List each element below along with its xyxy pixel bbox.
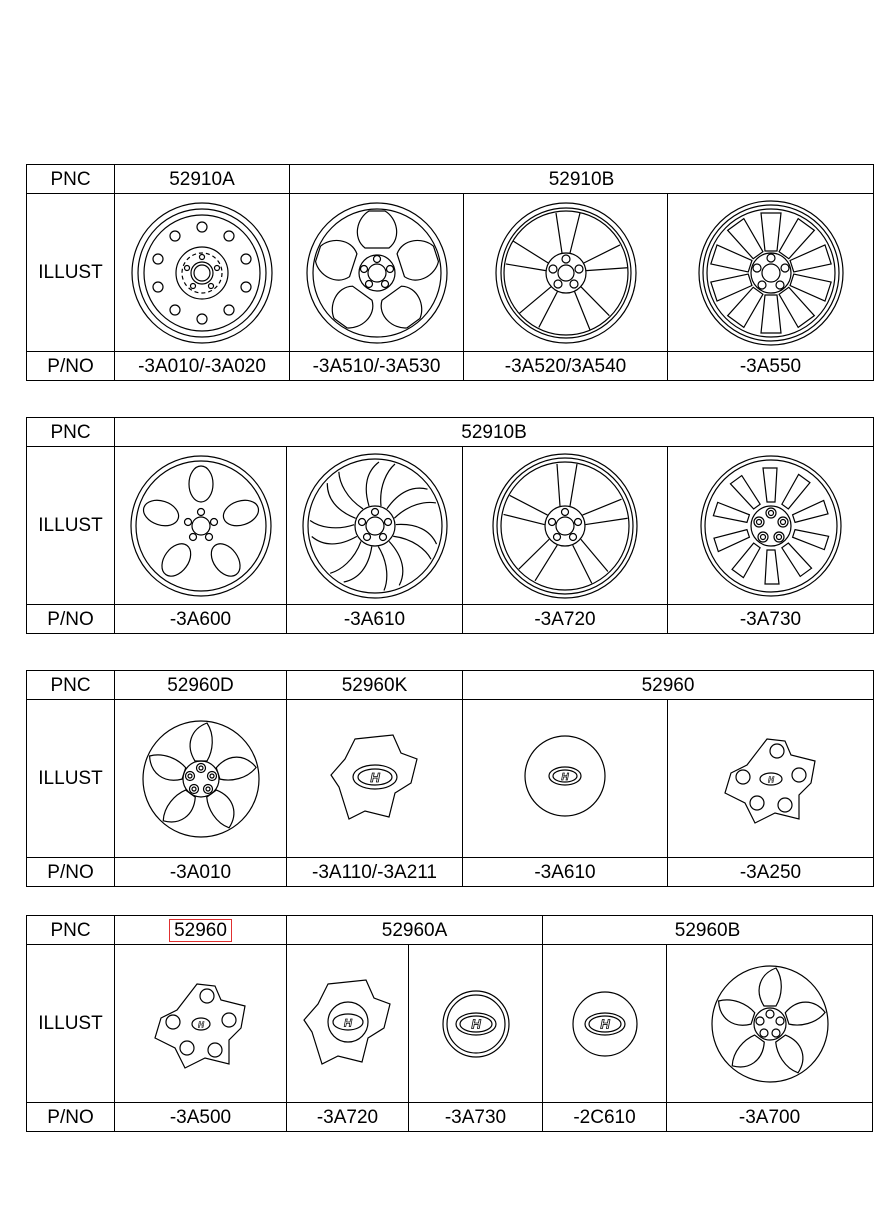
svg-text:H: H [369, 769, 380, 785]
pno-cell: -2C610 [543, 1103, 667, 1132]
parts-table-2 [26, 417, 874, 634]
pnc-label: PNC [27, 418, 115, 447]
hub-cap-round-icon [550, 969, 660, 1079]
selected-pnc-highlight[interactable]: 52960 [169, 919, 232, 942]
svg-text:H: H [197, 1020, 204, 1029]
pno-cell: -3A010/-3A020 [115, 352, 290, 381]
pno-label: P/NO [27, 858, 115, 887]
alloy-5-spoke-wheel-icon [302, 198, 452, 348]
wheel-cover-icon [695, 949, 845, 1099]
illust-cell [287, 447, 463, 605]
pno-cell: -3A550 [668, 352, 874, 381]
illust-cell [287, 700, 463, 858]
hub-cap-star-icon [300, 704, 450, 854]
parts-table-4 [26, 915, 873, 1132]
illust-label: ILLUST [27, 447, 115, 605]
hub-cap-round-icon [490, 704, 640, 854]
pnc-cell: 52910A [115, 165, 290, 194]
svg-text:H: H [470, 1016, 481, 1031]
pno-cell: -3A720 [287, 1103, 409, 1132]
pno-label: P/NO [27, 605, 115, 634]
illust-cell [463, 700, 668, 858]
pno-cell: -3A730 [409, 1103, 543, 1132]
pno-cell: -3A700 [667, 1103, 873, 1132]
hub-cap-star-icon [293, 969, 403, 1079]
alloy-5-hole-wheel-icon [126, 451, 276, 601]
pno-cell: -3A250 [668, 858, 874, 887]
alloy-10-slot-wheel-icon [696, 451, 846, 601]
pnc-cell: 52960K [287, 671, 463, 700]
illust-cell [464, 194, 668, 352]
illust-label: ILLUST [27, 945, 115, 1103]
illust-label: ILLUST [27, 194, 115, 352]
pnc-cell: 52960D [115, 671, 287, 700]
alloy-5-spoke-wheel-icon [491, 198, 641, 348]
pno-label: P/NO [27, 1103, 115, 1132]
pno-cell: -3A610 [287, 605, 463, 634]
pno-cell: -3A610 [463, 858, 668, 887]
alloy-7-spoke-wheel-icon [300, 451, 450, 601]
hub-cap-star-lugs-icon [696, 704, 846, 854]
svg-text:H: H [561, 771, 569, 783]
pnc-cell: 52910B [115, 418, 874, 447]
illust-cell [409, 945, 543, 1103]
pno-cell: -3A110/-3A211 [287, 858, 463, 887]
pno-cell: -3A720 [463, 605, 668, 634]
illust-cell [668, 194, 874, 352]
pnc-cell [115, 916, 287, 945]
pnc-label: PNC [27, 916, 115, 945]
illust-label: ILLUST [27, 700, 115, 858]
svg-text:H: H [767, 775, 774, 784]
pno-cell: -3A500 [115, 1103, 287, 1132]
pnc-cell: 52960A [287, 916, 543, 945]
svg-text:H: H [599, 1016, 610, 1031]
steel-wheel-icon [127, 198, 277, 348]
pno-cell: -3A510/-3A530 [290, 352, 464, 381]
pnc-cell: 52960 [463, 671, 874, 700]
illust-cell [287, 945, 409, 1103]
pnc-label: PNC [27, 165, 115, 194]
pno-cell: -3A520/3A540 [464, 352, 668, 381]
illust-cell [290, 194, 464, 352]
pnc-label: PNC [27, 671, 115, 700]
illust-cell [668, 700, 874, 858]
illust-cell [667, 945, 873, 1103]
hub-cap-star-lugs-icon [146, 969, 256, 1079]
illust-cell [115, 194, 290, 352]
pno-cell: -3A600 [115, 605, 287, 634]
alloy-5-spoke-wheel-icon [490, 451, 640, 601]
wheel-cover-icon [126, 704, 276, 854]
parts-table-1 [26, 164, 874, 381]
parts-table-3 [26, 670, 874, 887]
illust-cell [463, 447, 668, 605]
illust-cell [115, 700, 287, 858]
hub-cap-round-icon [421, 969, 531, 1079]
pno-label: P/NO [27, 352, 115, 381]
illust-cell [668, 447, 874, 605]
pnc-cell: 52910B [290, 165, 874, 194]
pnc-cell: 52960B [543, 916, 873, 945]
illust-cell [543, 945, 667, 1103]
alloy-10-spoke-wheel-icon [696, 198, 846, 348]
illust-cell [115, 945, 287, 1103]
illust-cell [115, 447, 287, 605]
svg-text:H: H [343, 1017, 352, 1029]
pno-cell: -3A730 [668, 605, 874, 634]
pno-cell: -3A010 [115, 858, 287, 887]
